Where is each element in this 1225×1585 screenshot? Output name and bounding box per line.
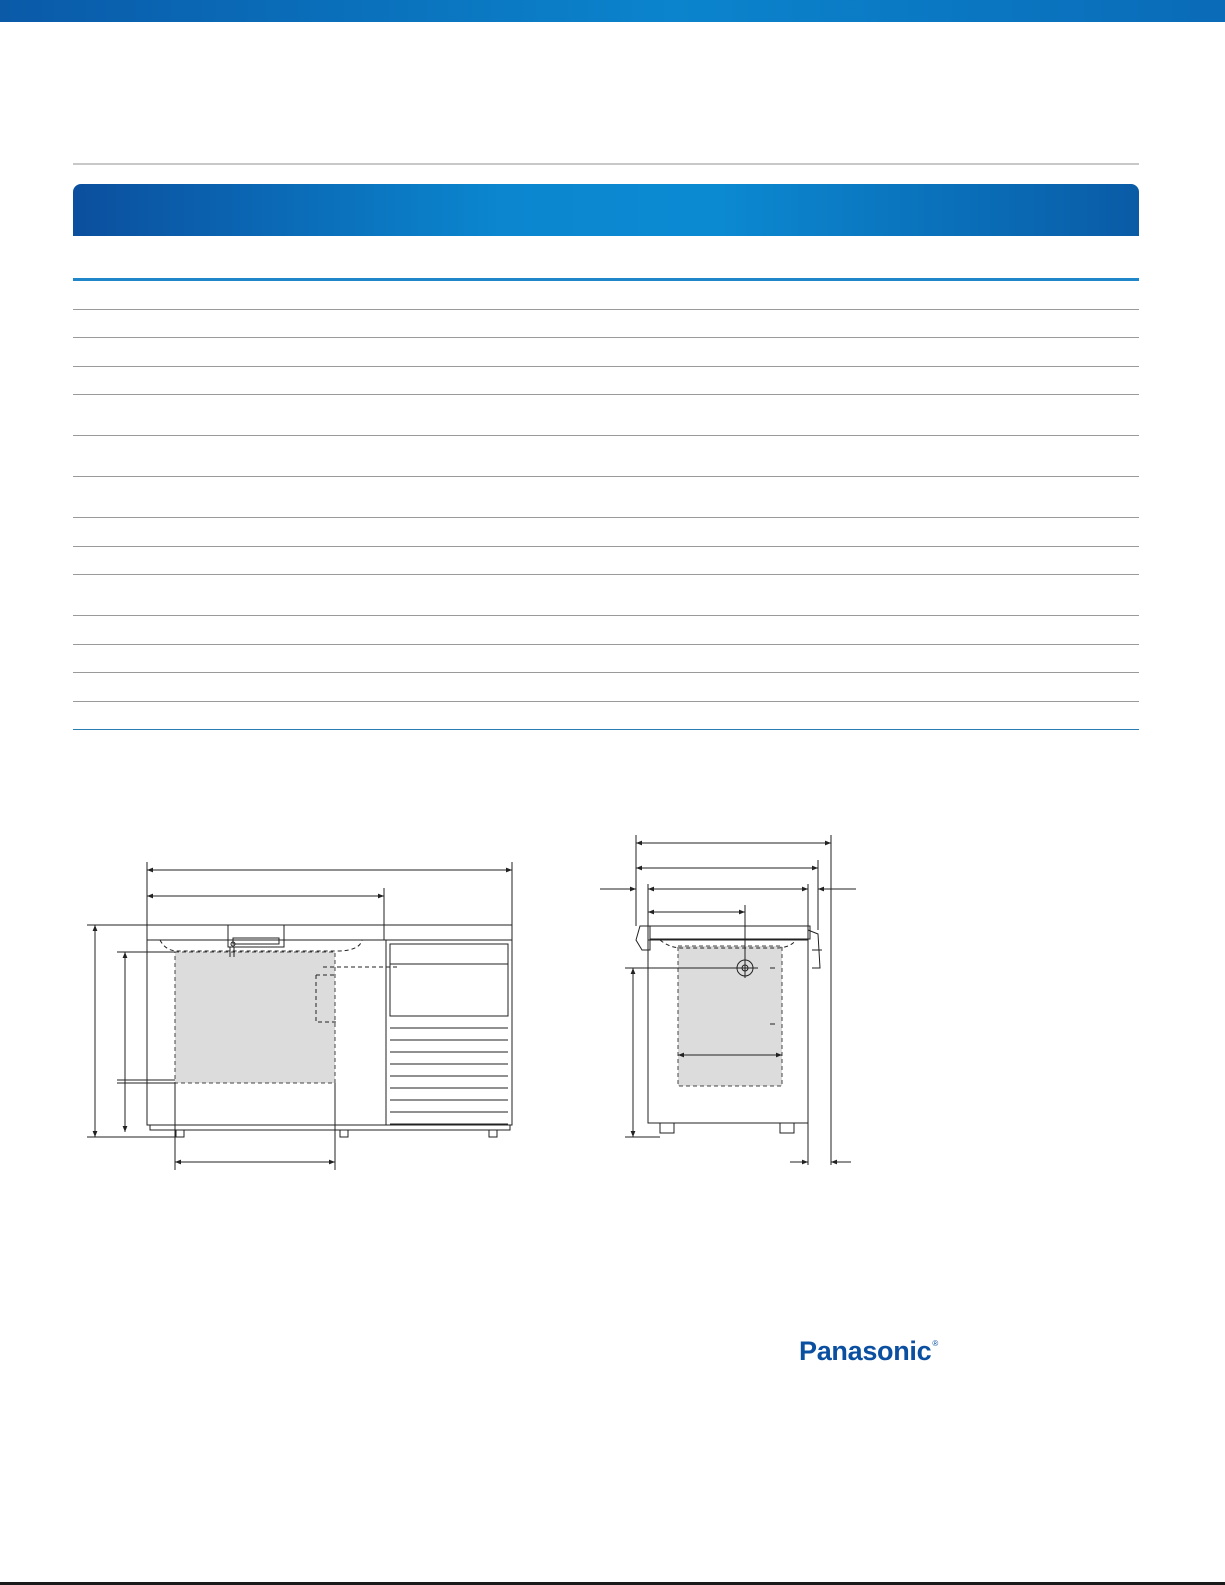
side-view-drawing bbox=[600, 835, 856, 1165]
side-foot-right bbox=[780, 1123, 794, 1133]
side-lid bbox=[650, 926, 810, 939]
front-view-drawing bbox=[87, 862, 512, 1170]
front-storage-area bbox=[175, 952, 335, 1083]
side-storage-area bbox=[678, 946, 782, 1086]
panasonic-logo: Panasonic® bbox=[799, 1336, 938, 1366]
front-foot-left bbox=[176, 1130, 184, 1137]
front-foot-right bbox=[489, 1130, 497, 1137]
side-foot-left bbox=[660, 1123, 674, 1133]
front-foot-middle bbox=[340, 1130, 348, 1137]
front-vent-louvers bbox=[390, 1016, 508, 1124]
